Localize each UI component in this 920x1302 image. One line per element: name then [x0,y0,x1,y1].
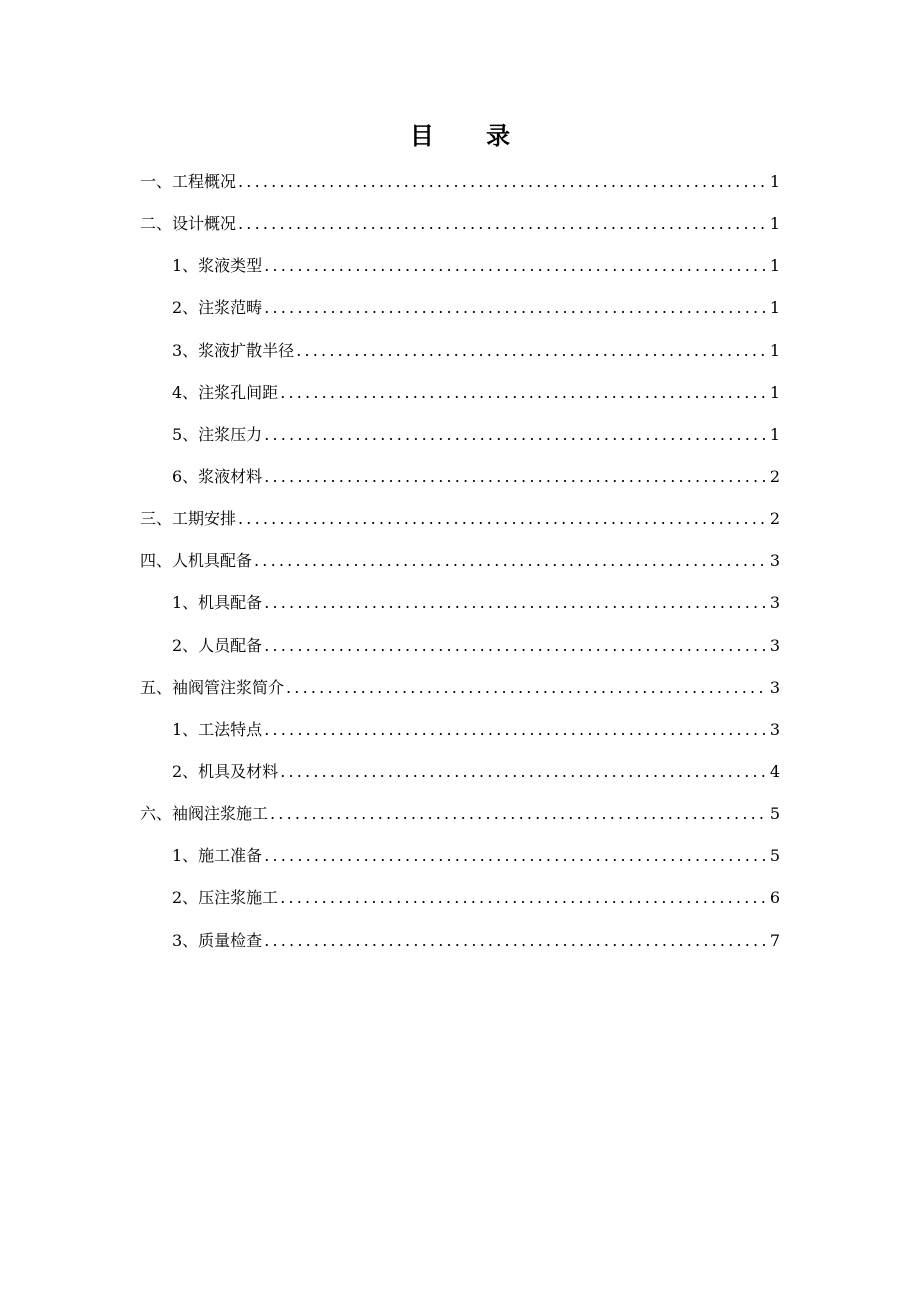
toc-entry-title: 二、设计概况 [140,214,237,234]
toc-entry-title: 1、机具配备 [172,593,263,613]
toc-entry[interactable] [140,670,780,712]
toc-page-number: 3 [769,551,780,571]
toc-page-number: 6 [769,888,780,908]
toc-dot-leader [264,290,768,326]
toc-entry-title: 5、注浆压力 [172,424,263,444]
toc-page-number: 3 [769,635,780,655]
toc-entry-title: 1、浆液类型 [172,256,263,276]
toc-entry[interactable] [140,206,780,248]
toc-page-number: 4 [769,761,780,781]
toc-page-number: 3 [769,719,780,739]
toc-entry-title: 五、袖阀管注浆简介 [140,677,285,697]
toc-entry-title: 三、工期安排 [140,509,237,529]
toc-entry[interactable] [140,796,780,838]
toc-dot-leader [264,248,768,284]
toc-dot-leader [264,459,768,495]
toc-entry[interactable] [140,375,780,417]
toc-entry[interactable] [140,880,780,922]
toc-page-number: 1 [769,382,780,402]
toc-entry[interactable] [140,754,780,796]
toc-entry-title: 一、工程概况 [140,172,237,191]
toc-entry-title: 1、工法特点 [172,719,263,739]
toc-entry-title: 2、注浆范畴 [172,298,263,318]
toc-page-number: 1 [769,214,780,234]
toc-dot-leader [280,880,768,916]
toc-page-number: 3 [769,677,780,697]
toc-dot-leader [264,838,768,874]
toc-entry-title: 2、机具及材料 [172,761,279,781]
toc-entry[interactable] [140,164,780,206]
toc-title: 目 录 [409,121,533,150]
toc-dot-leader [254,543,768,579]
toc-entry-title: 6、浆液材料 [172,466,263,486]
toc-entry-title: 3、质量检查 [172,930,263,950]
toc-page-number: 1 [769,298,780,318]
toc-dot-leader [238,501,768,537]
toc-dot-leader [280,375,768,411]
toc-entry-title: 2、压注浆施工 [172,888,279,908]
toc-dot-leader [280,754,768,790]
toc-page-number: 1 [769,172,780,191]
toc-page-number: 1 [769,256,780,276]
toc-page-number: 7 [769,930,780,950]
toc-entry[interactable] [140,712,780,754]
toc-dot-leader [264,923,768,959]
toc-dot-leader [264,628,768,664]
toc-entry-title: 六、袖阀注浆施工 [140,804,269,824]
toc-dot-leader [264,417,768,453]
toc-page-number: 2 [769,509,780,529]
toc-entry[interactable] [140,248,780,290]
toc-entry[interactable] [140,333,780,375]
table-of-contents [140,164,780,965]
toc-dot-leader [296,333,768,369]
toc-entry[interactable] [140,459,780,501]
toc-entry[interactable] [140,628,780,670]
toc-dot-leader [270,796,768,832]
toc-dot-leader [238,206,768,242]
toc-page-number: 3 [769,593,780,613]
toc-entry-title: 3、浆液扩散半径 [172,340,295,360]
toc-page-number: 5 [769,846,780,866]
toc-dot-leader [286,670,768,706]
toc-page-number: 1 [769,424,780,444]
toc-entry-title: 四、人机具配备 [140,551,253,571]
toc-entry[interactable] [140,838,780,880]
toc-page-number: 5 [769,804,780,824]
toc-page-number: 1 [769,340,780,360]
toc-entry-title: 1、施工准备 [172,846,263,866]
toc-entry-title: 2、人员配备 [172,635,263,655]
toc-entry[interactable] [140,501,780,543]
toc-entry[interactable] [140,923,780,965]
toc-entry[interactable] [140,290,780,332]
toc-dot-leader [238,164,768,200]
toc-entry[interactable] [140,417,780,459]
toc-entry[interactable] [140,543,780,585]
toc-dot-leader [264,585,768,621]
toc-dot-leader [264,712,768,748]
toc-page-number: 2 [769,466,780,486]
toc-entry-title: 4、注浆孔间距 [172,382,279,402]
toc-entry[interactable] [140,585,780,627]
